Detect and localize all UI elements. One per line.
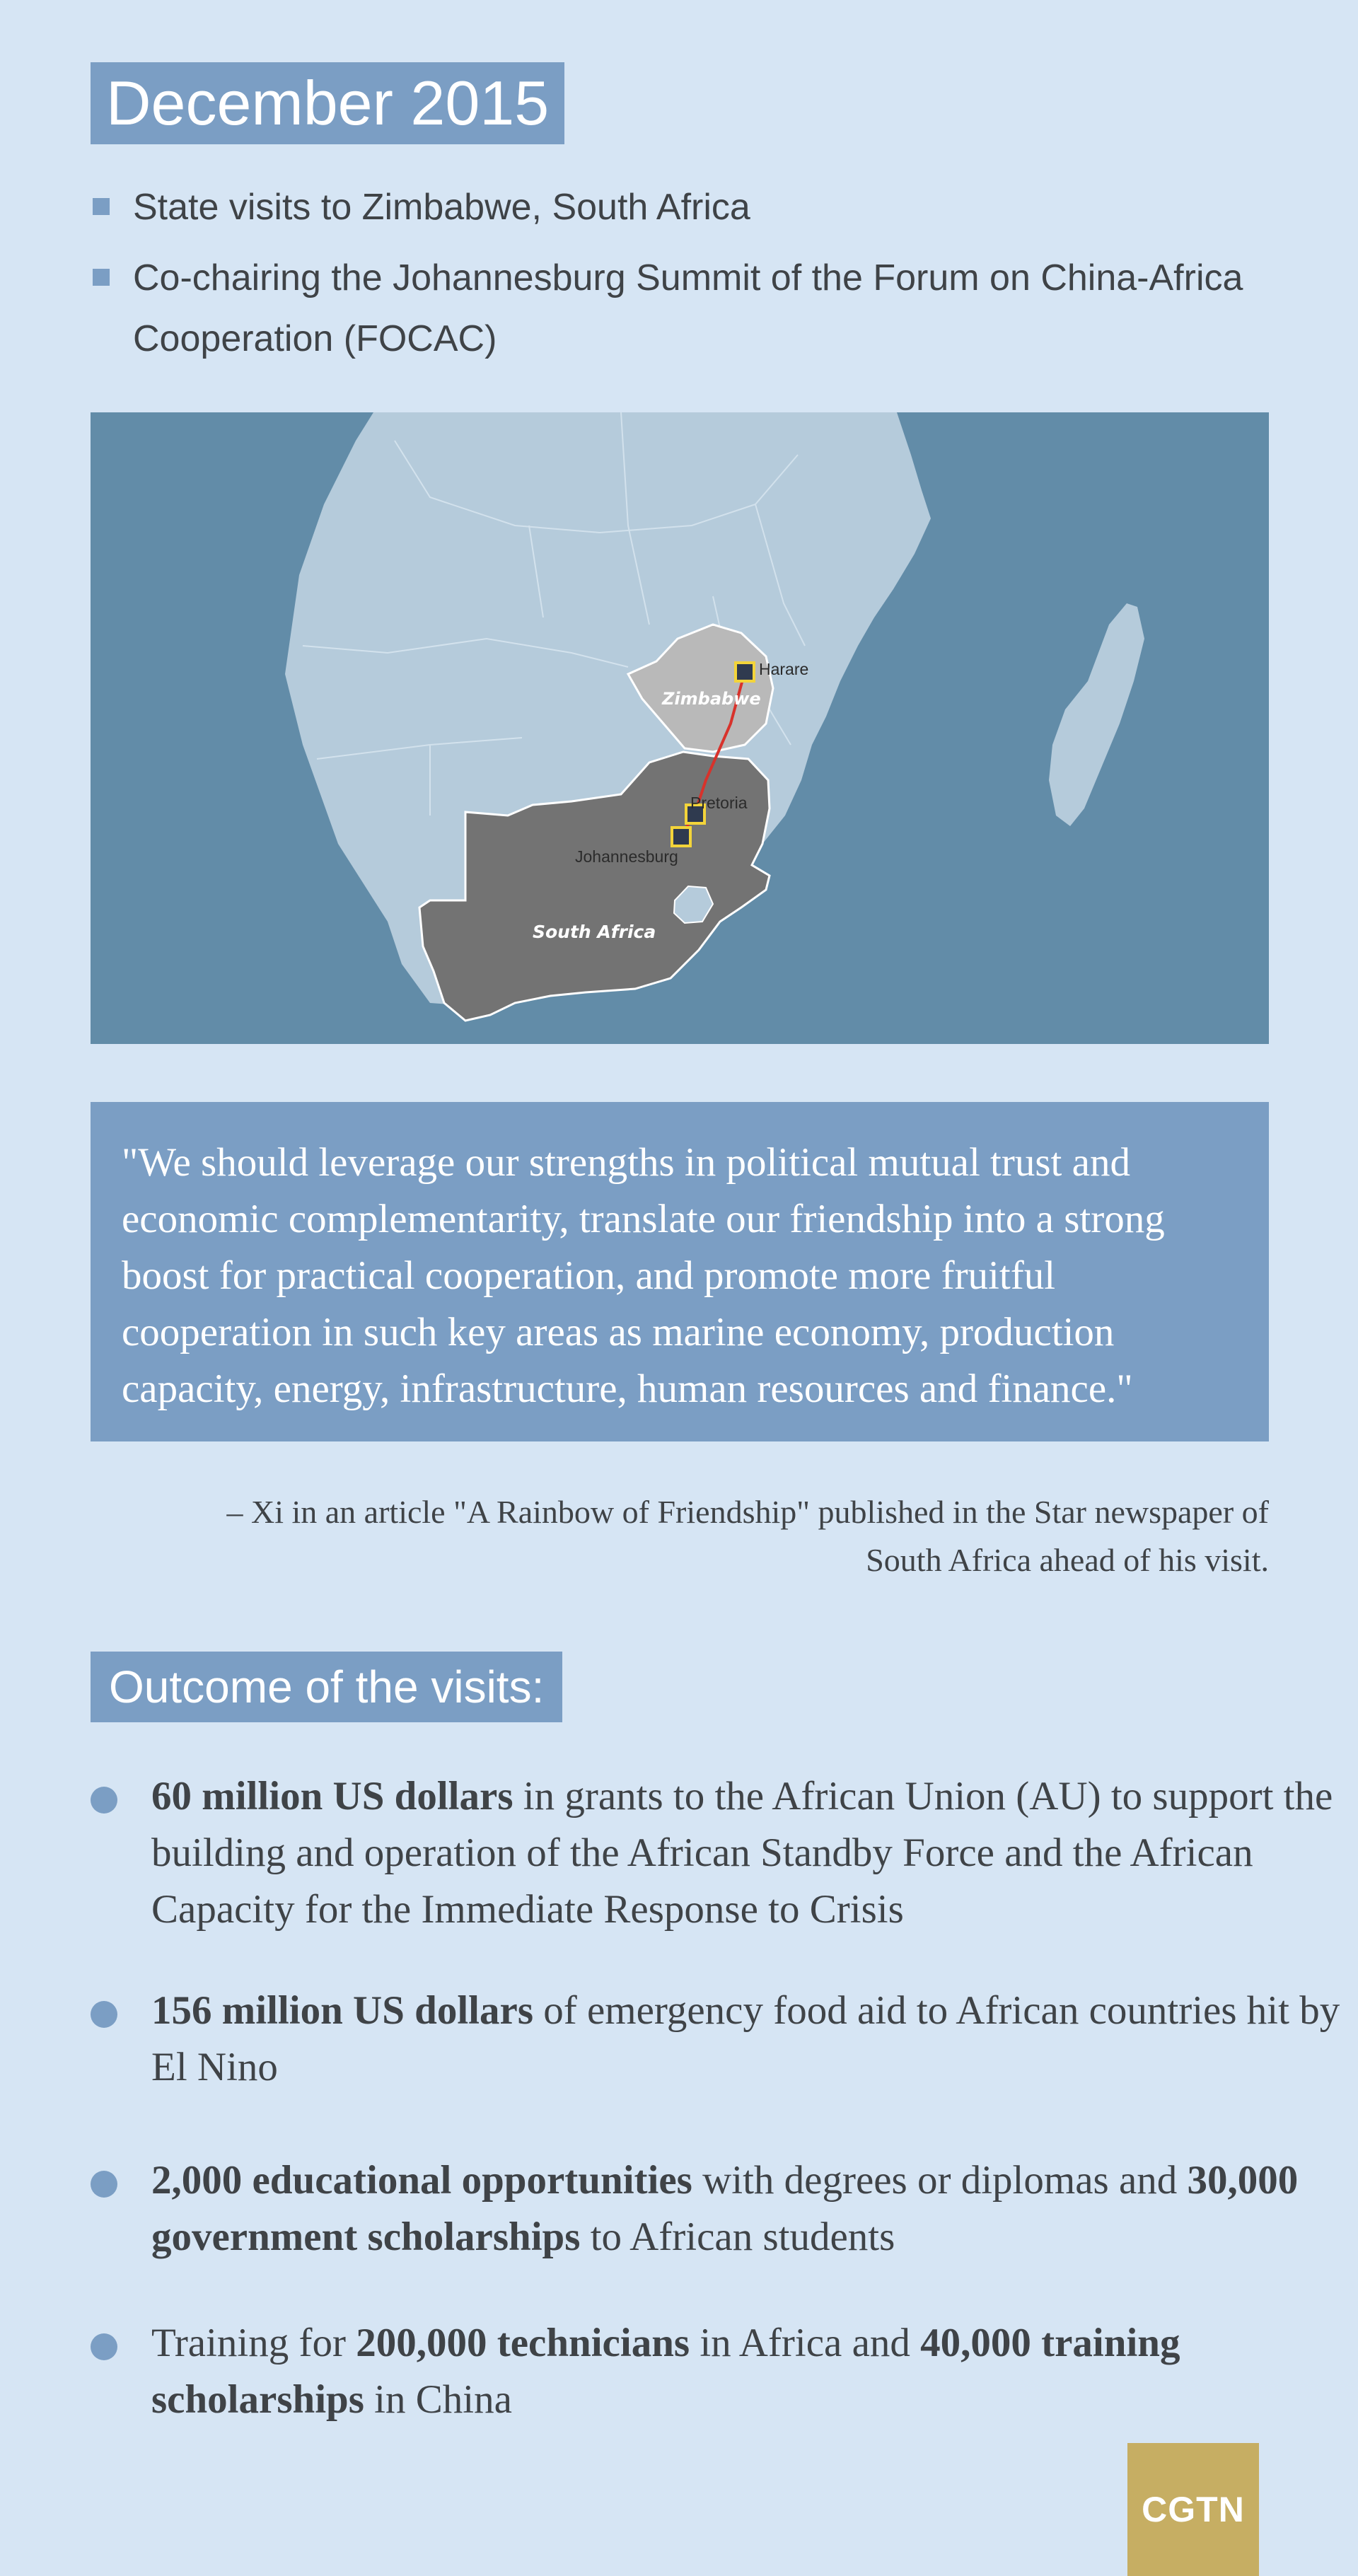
bullet-dot-icon bbox=[91, 2001, 117, 2028]
list-item bbox=[91, 177, 1250, 238]
johannesburg-marker bbox=[672, 828, 690, 846]
south-africa-label: South Africa bbox=[533, 922, 656, 942]
page-title: December 2015 bbox=[91, 62, 564, 144]
item-text: Training for bbox=[151, 2321, 356, 2365]
item-text: in grants to the African Union (AU) to support the building and operation of the African Standby Force and the African Capacity for the Immediate Response to Crisis bbox=[151, 1774, 1333, 1932]
list-item bbox=[91, 1768, 1354, 1938]
route-map bbox=[91, 412, 1269, 1044]
bullet-dot-icon bbox=[91, 2333, 117, 2360]
quote-text: "We should leverage our strengths in political mutual trust and economic complementarity, translate our friendship into a strong boost for practical cooperation, and promote more fruitful cooperation in such key areas as marine economy, production capacity, energy, infrastructure, human resources and finance." bbox=[122, 1140, 1165, 1411]
johannesburg-label: Johannesburg bbox=[575, 847, 678, 866]
cgtn-logo: CGTN bbox=[1127, 2443, 1259, 2576]
outcome-heading: Outcome of the visits: bbox=[91, 1652, 562, 1722]
highlight-text: 30,000 government scholarships bbox=[151, 2158, 1299, 2259]
highlight-text: 200,000 technicians bbox=[356, 2321, 690, 2365]
square-bullet-icon bbox=[93, 198, 110, 215]
zimbabwe-label: Zimbabwe bbox=[662, 689, 761, 709]
quote-box bbox=[91, 1102, 1269, 1441]
bullet-dot-icon bbox=[91, 2171, 117, 2198]
harare-marker bbox=[736, 663, 754, 681]
bullet-dot-icon bbox=[91, 1787, 117, 1814]
highlight-text: 60 million US dollars bbox=[151, 1774, 513, 1818]
highlight-text: 156 million US dollars bbox=[151, 1988, 533, 2033]
pretoria-label: Pretoria bbox=[690, 794, 748, 812]
harare-label: Harare bbox=[759, 660, 809, 678]
list-item bbox=[91, 2315, 1354, 2428]
item-text: of emergency food aid to African countries hit by El Nino bbox=[151, 1988, 1340, 2089]
item-text: to African students bbox=[580, 2215, 895, 2259]
list-item bbox=[91, 2152, 1354, 2265]
item-text: in Africa and bbox=[690, 2321, 921, 2365]
highlight-text: 2,000 educational opportunities bbox=[151, 2158, 692, 2203]
list-item bbox=[91, 248, 1250, 369]
visits-list bbox=[91, 177, 1250, 379]
item-text: in China bbox=[364, 2377, 512, 2422]
item-text: with degrees or diplomas and bbox=[692, 2158, 1188, 2203]
square-bullet-icon bbox=[93, 269, 110, 286]
visit-text: Co-chairing the Johannesburg Summit of the Forum on China-Africa Cooperation (FOCAC) bbox=[133, 257, 1243, 359]
visit-text: State visits to Zimbabwe, South Africa bbox=[133, 187, 750, 228]
highlight-text: 40,000 training scholarships bbox=[151, 2321, 1180, 2422]
list-item bbox=[91, 1983, 1354, 2096]
quote-attribution: – Xi in an article "A Rainbow of Friendship" published in the Star newspaper of South Africa ahead of his visit. bbox=[226, 1494, 1269, 1578]
madagascar-land bbox=[1049, 603, 1144, 826]
